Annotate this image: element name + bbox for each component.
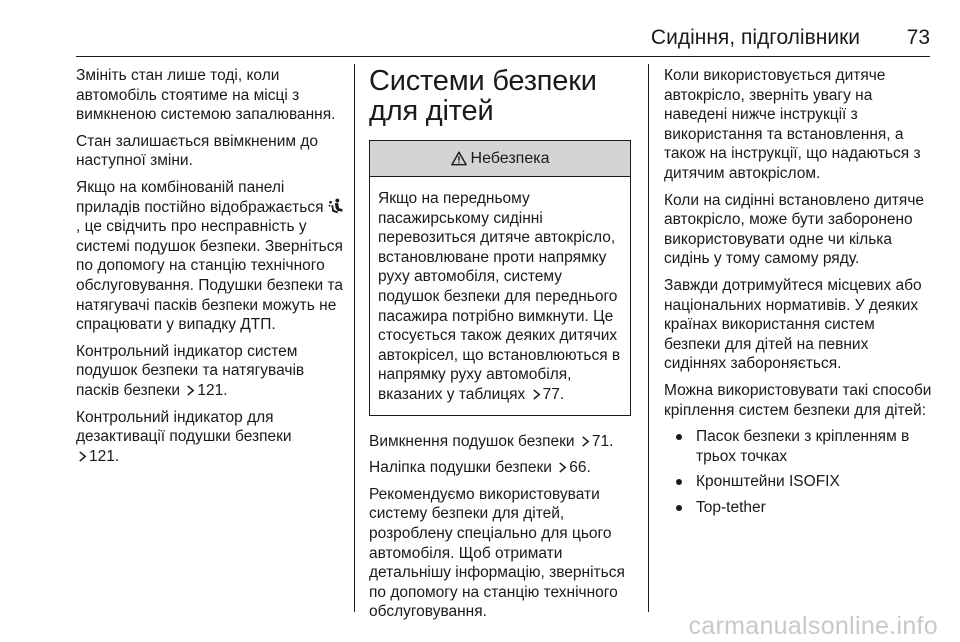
mounting-methods-list: [664, 427, 934, 517]
paragraph-text: , це свідчить про несправність у системі подушок безпеки. Зверніться по допомогу на станцію технічного обслуговування. Подушки безпеки та натягувачі пасків безпеки можуть не спрацювати у випадку ДТП.: [76, 218, 344, 334]
reference-arrow-icon: [531, 389, 542, 400]
column-2: [369, 66, 631, 629]
page-reference-link[interactable]: 121.: [89, 447, 120, 465]
paragraph: Наліпка подушки безпеки 66.: [369, 459, 591, 477]
warning-box: [369, 140, 631, 416]
page-number: 73: [906, 26, 930, 49]
warning-label: Небезпека: [470, 149, 550, 167]
paragraph: Завжди дотримуйтеся місцевих або національних нормативів. У деяких країнах використання систем безпеки для дітей на певних сидіннях забороняється.: [664, 276, 922, 373]
column-1: [76, 66, 348, 473]
paragraph: Змініть стан лише тоді, коли автомобіль стоятиме на місці з вимкненою системою запалювання.: [76, 67, 336, 124]
reference-arrow-icon: [557, 462, 568, 473]
column-divider-left: [354, 64, 355, 612]
reference-arrow-icon: [77, 451, 88, 462]
list-item: Пасок безпеки з кріпленням в трьох точках: [664, 427, 934, 466]
page-reference-link[interactable]: 77.: [542, 385, 565, 403]
column-divider-right: [648, 64, 649, 612]
warning-body: Якщо на передньому пасажирському сидінні перевозиться дитяче автокрісло, встановлюване проти напрямку руху автомобіля, систему подушок безпеки для переднього пасажира потрібно вимкнути. Це стосується також деяких дитячих автокрісел, що встановлюються в напрямку руху автомобіля, вказаних у таблицях 77.: [378, 190, 621, 403]
column-3: [664, 66, 934, 523]
page-reference-link[interactable]: 66.: [569, 459, 591, 477]
page-reference-link[interactable]: 121.: [197, 381, 228, 399]
header-divider: [76, 56, 930, 57]
paragraph: Стан залишається ввімкненим до наступної зміни.: [76, 132, 318, 170]
warning-header: [370, 141, 630, 177]
paragraph: Можна використовувати такі способи кріплення систем безпеки для дітей:: [664, 381, 932, 419]
paragraph: Контрольний індикатор для дезактивації подушки безпеки 121.: [76, 408, 292, 465]
paragraph: Рекомендуємо використовувати систему безпеки для дітей, розроблену спеціально для цього автомобіля. Щоб отримати детальнішу інформацію, зверніться по допомогу на станцію технічного обслуговування.: [369, 485, 625, 621]
watermark: carmanualsonline.info: [688, 612, 938, 640]
list-item: Кронштейни ISOFIX: [664, 472, 934, 492]
airbag-seated-person-icon: [328, 198, 345, 215]
reference-arrow-icon: [185, 385, 196, 396]
paragraph: Коли використовується дитяче автокрісло, зверніть увагу на наведені нижче інструкції з використання та встановлення, а також на інструкції, що надаються з дитячим автокріслом.: [664, 67, 921, 182]
paragraph: Коли на сидінні встановлено дитяче автокрісло, може бути заборонено використовувати одне чи кілька сидінь у тому самому ряду.: [664, 191, 925, 268]
reference-arrow-icon: [580, 436, 591, 447]
page-title: Сидіння, підголівники: [650, 26, 860, 49]
section-title: Системи безпеки для дітей: [369, 65, 597, 127]
page-header: [0, 0, 960, 56]
paragraph-text: Якщо на комбінованій панелі приладів постійно відображається: [76, 178, 324, 216]
warning-triangle-icon: [451, 151, 467, 166]
page-reference-link[interactable]: 71.: [591, 432, 614, 450]
paragraph: Контрольний індикатор систем подушок безпеки та натягувачів пасків безпеки 121.: [76, 342, 305, 399]
paragraph: Вимкнення подушок безпеки 71.: [369, 432, 614, 450]
list-item: Top-tether: [664, 498, 934, 518]
paragraph: [76, 178, 348, 335]
